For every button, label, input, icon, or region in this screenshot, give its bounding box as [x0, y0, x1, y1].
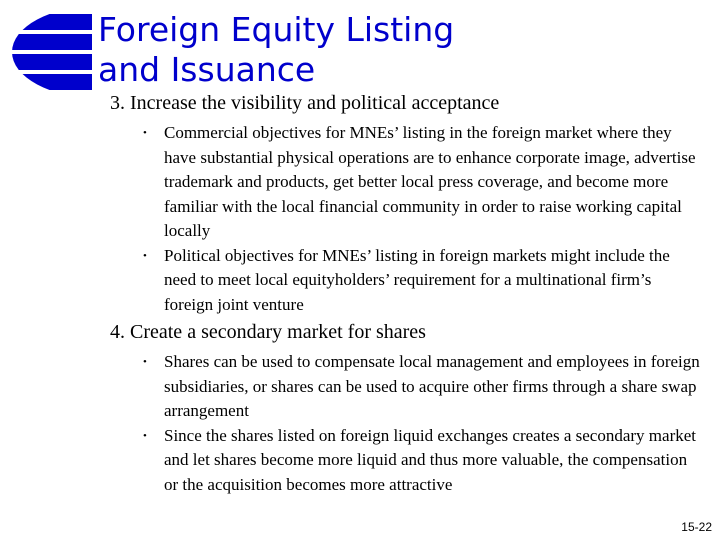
page-number: 15-22 — [681, 520, 712, 534]
bullet-text: Shares can be used to compensate local management and employees in foreign subsidiaries, or shares can be used to acquire other firms through a share swap arrangement — [164, 352, 700, 420]
section-heading-visibility: 3. Increase the visibility and political acceptance — [110, 92, 500, 114]
logo-icon — [12, 14, 92, 90]
slide-title — [98, 10, 454, 90]
bullet-item — [140, 244, 700, 318]
bullet-item — [140, 350, 700, 424]
bullet-list-secondary-market — [140, 350, 700, 497]
bullet-item — [140, 424, 700, 498]
slide-title-line-1: Foreign Equity Listing — [98, 10, 455, 49]
bullet-text: Since the shares listed on foreign liquid exchanges creates a secondary market and let shares become more liquid and thus more valuable, the compensation or the acquisition becomes more attractive — [164, 425, 696, 494]
bullet-list-visibility — [140, 121, 700, 317]
section-heading-secondary-market: 4. Create a secondary market for shares — [110, 321, 426, 343]
bullet-dot-icon: • — [143, 429, 147, 442]
slide-title-line-2: and Issuance — [98, 50, 316, 89]
bullet-text: Commercial objectives for MNEs’ listing in the foreign market where they have substantial physical operations are to enhance corporate image, advertise trademark and products, get better local press coverage, and become more familiar with the local financial community in order to raise working capital locally — [164, 123, 696, 240]
bullet-item — [140, 121, 700, 244]
bullet-dot-icon: • — [143, 127, 147, 139]
bullet-dot-icon: • — [143, 249, 147, 262]
bullet-dot-icon: • — [143, 356, 147, 368]
bullet-text: Political objectives for MNEs’ listing in foreign markets might include the need to meet local equityholders’ requirement for a multinational firm’s foreign joint venture — [164, 245, 670, 314]
